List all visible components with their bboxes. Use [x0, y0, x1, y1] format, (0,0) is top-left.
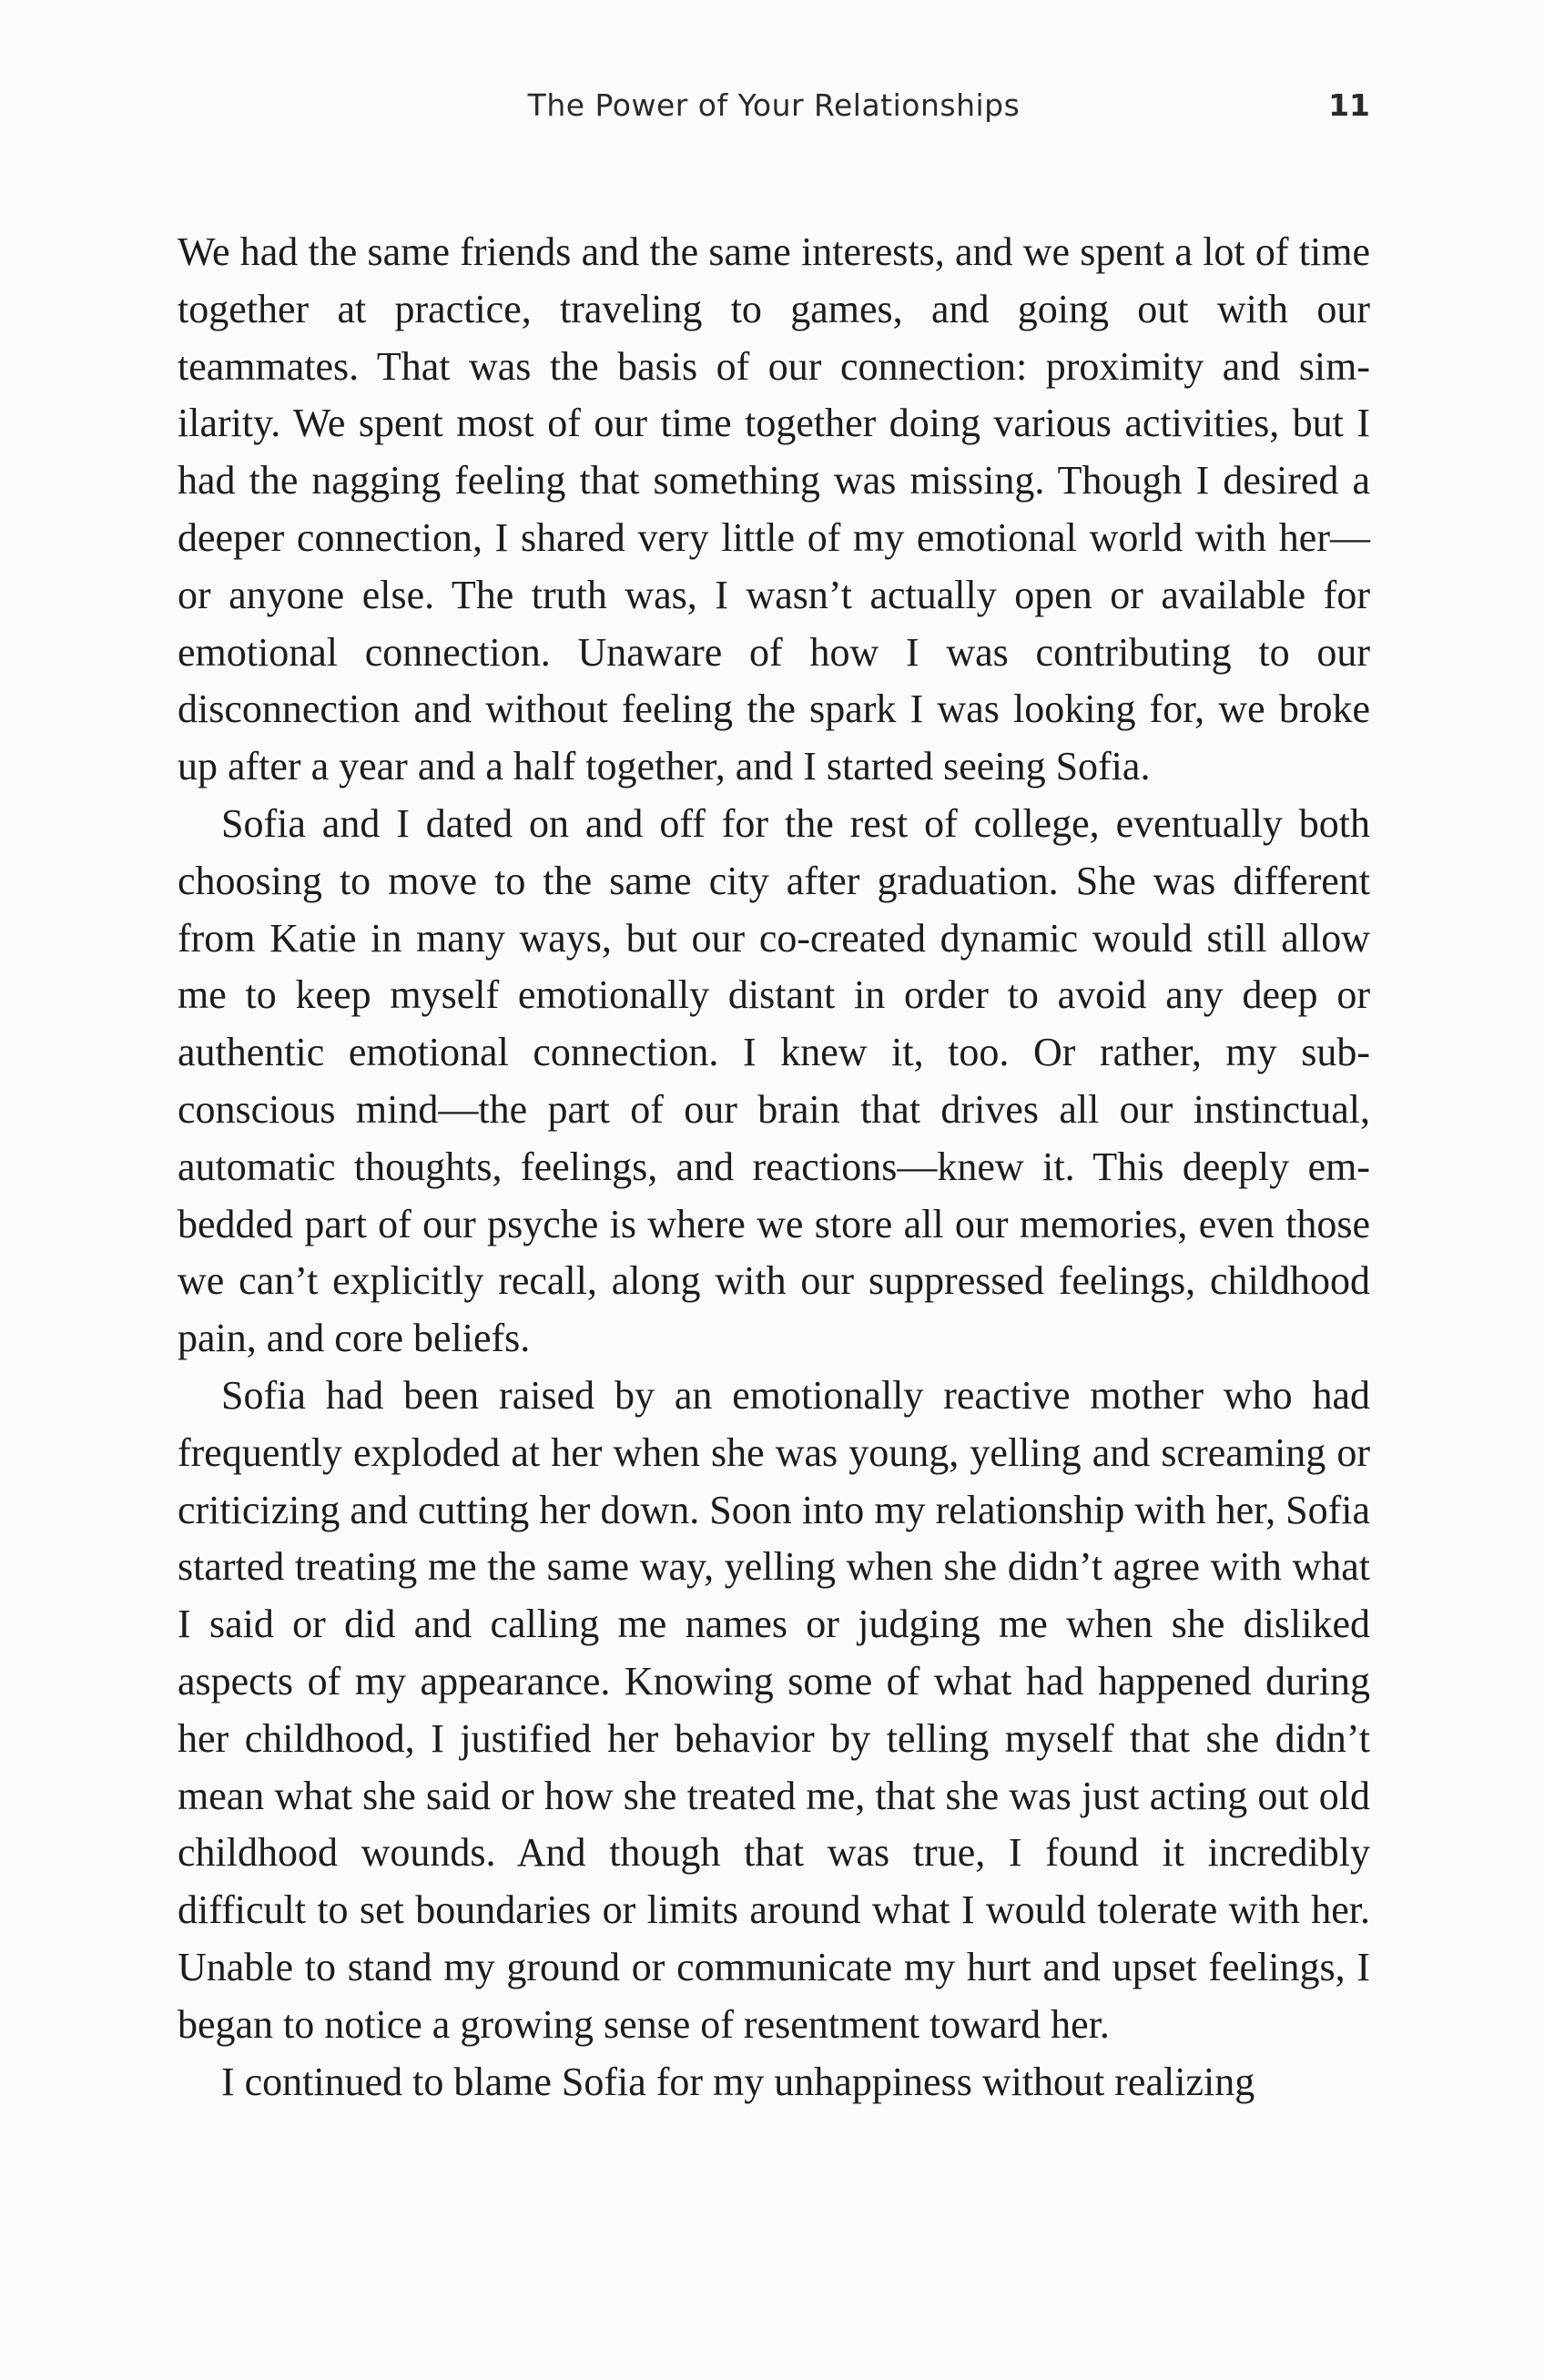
- running-header: [178, 87, 1370, 131]
- paragraph: We had the same friends and the same interests, and we spent a lot of time together at practice, traveling to games, and going out with our teammates. That was the basis of our connection: proximity and similarity. We spent most of our time together doing various activities, but I had the nagging feeling that something was missing. Though I desired a deeper connection, I shared very little of my emotional world with her—or anyone else. The truth was, I wasn’t actually open or available for emotional connection. Unaware of how I was contributing to our disconnection and without feeling the spark I was looking for, we broke up after a year and a half together, and I started seeing Sofia.: [178, 229, 1370, 789]
- page-number: 11: [1328, 87, 1370, 123]
- running-title: The Power of Your Relationships: [527, 87, 1021, 123]
- paragraph: I continued to blame Sofia for my unhappiness without realizing: [221, 2059, 1255, 2104]
- paragraph: Sofia and I dated on and off for the rest of college, eventually both choosing to move to the same city after graduation. She was different from Katie in many ways, but our co-created dynamic would still allow me to keep myself emotionally distant in order to avoid any deep or authentic emotional connection. I knew it, too. Or rather, my subconscious mind—the part of our brain that drives all our instinctual, automatic thoughts, feelings, and reactions—knew it. This deeply embedded part of our psyche is where we store all our memories, even those we can’t explicitly recall, along with our suppressed feelings, childhood pain, and core beliefs.: [178, 800, 1370, 1361]
- paragraph: Sofia had been raised by an emotionally reactive mother who had frequently exploded at her when she was young, yelling and screaming or criticizing and cutting her down. Soon into my relationship with her, Sofia started treating me the same way, yelling when she didn’t agree with what I said or did and calling me names or judging me when she disliked aspects of my appearance. Knowing some of what had happened during her childhood, I justified her behavior by telling myself that she didn’t mean what she said or how she treated me, that she was just acting out old childhood wounds. And though that was true, I found it incredibly difficult to set boundaries or limits around what I would tolerate with her. Unable to stand my ground or communicate my hurt and upset feelings, I began to notice a growing sense of resentment toward her.: [178, 1372, 1370, 2047]
- body-text: [178, 224, 1370, 2110]
